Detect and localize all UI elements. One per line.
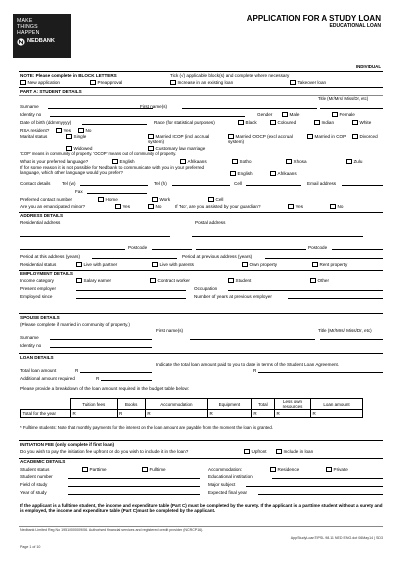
- status-label: Live with parents: [159, 262, 194, 267]
- customary-label: Customary law marriage: [155, 146, 206, 151]
- pref-work[interactable]: [152, 197, 170, 202]
- id-label: Identity no: [20, 112, 42, 117]
- yes-label: Yes: [295, 204, 303, 209]
- table-header: Tuition fees: [71, 399, 118, 410]
- postal-postcode-field[interactable]: [332, 249, 383, 250]
- budget-table: [20, 398, 363, 418]
- rsa-label: RSA resident?: [20, 128, 50, 133]
- surname-label: Surname: [20, 104, 39, 109]
- employed-since-label: Employed since: [20, 294, 53, 299]
- lang-label: Afrikaans: [187, 159, 207, 164]
- footer-ref: AppStudyLoanTIPSL 98.11 NED ENG.dot 06May14 | SD3: [290, 536, 383, 540]
- checkbox[interactable]: [180, 159, 186, 164]
- table-header: Less own resources: [275, 399, 311, 410]
- id-field[interactable]: [50, 116, 245, 117]
- lang-sotho[interactable]: [232, 159, 252, 164]
- checkbox[interactable]: [148, 204, 154, 209]
- checkbox[interactable]: [152, 197, 158, 202]
- loan-footnote: * Fulltime students: Note that monthly payments for the interest on the loan amount are payable from the moment the loan is granted.: [20, 425, 273, 430]
- rsa-no[interactable]: [78, 128, 91, 133]
- loan-amount-cell[interactable]: R: [311, 410, 363, 418]
- spouse-heading: SPOUSE DETAILS: [20, 315, 60, 320]
- cop-label: Married in COP: [314, 134, 347, 139]
- cell-field[interactable]: [246, 185, 301, 186]
- occupation-label: Occupation: [194, 286, 218, 291]
- student-number-label: Student number: [20, 474, 53, 479]
- postcode-label-2: Postcode: [308, 245, 328, 250]
- major-label: Major subject: [208, 482, 236, 487]
- oocp-label: Married OOCP (excl accrual system): [228, 134, 293, 145]
- row-label: Total for the year: [21, 410, 71, 418]
- total-cell[interactable]: R: [251, 410, 274, 418]
- include-label: Include in loan: [283, 449, 314, 454]
- marital-icop[interactable]: [148, 134, 218, 145]
- student-status-label: Student status: [20, 467, 50, 472]
- spouse-note: (Please complete if married in community of property.): [20, 322, 130, 327]
- lang-label: English: [119, 159, 135, 164]
- yes-label: Yes: [63, 128, 71, 133]
- residential-line-1[interactable]: [20, 236, 170, 237]
- checkbox[interactable]: [90, 80, 96, 85]
- lang-label: English: [237, 171, 253, 176]
- checkbox[interactable]: [56, 128, 62, 133]
- logo-line-2: THINGS: [17, 24, 38, 31]
- spouse-id-label: Identity no: [20, 343, 42, 348]
- postal-label: Postal address: [195, 220, 226, 225]
- guardian-label: If 'No', are you assisted by your guardian?: [175, 204, 261, 209]
- race-label: Black: [245, 120, 257, 125]
- cat-label: Contract worker: [157, 278, 190, 283]
- table-cell: [21, 399, 71, 410]
- marital-oocp[interactable]: [228, 134, 300, 145]
- accommodation-cell[interactable]: R: [145, 410, 207, 418]
- single-label: Single: [73, 134, 87, 139]
- form-subtitle: EDUCATIONAL LOAN: [329, 23, 381, 30]
- postcode-label: Postcode: [128, 245, 148, 250]
- work-label: Work: [159, 197, 171, 202]
- checkbox[interactable]: [244, 449, 250, 454]
- no-label: No: [337, 204, 344, 209]
- spouse-surname-field[interactable]: [50, 339, 152, 340]
- checkbox[interactable]: [230, 171, 236, 176]
- marital-cop[interactable]: [307, 134, 349, 139]
- logo-brand-text: NEDBANK: [27, 38, 55, 45]
- option-new[interactable]: [20, 80, 60, 85]
- currency-r: R: [96, 376, 100, 381]
- dob-field[interactable]: [82, 124, 147, 125]
- spouse-first-field[interactable]: [190, 339, 315, 340]
- checkbox[interactable]: [270, 171, 276, 176]
- checkbox[interactable]: [150, 278, 156, 283]
- race-black[interactable]: [238, 120, 257, 125]
- form-header: [247, 14, 381, 30]
- status-label: Own property: [249, 262, 278, 267]
- additional-field[interactable]: [101, 380, 152, 381]
- divider: [19, 440, 383, 441]
- no-label: No: [155, 204, 162, 209]
- acc-private[interactable]: [326, 467, 348, 472]
- first-names-label: First name(s): [140, 104, 168, 109]
- logo-line-3: HAPPEN: [17, 30, 40, 37]
- category-label: INDIVIDUAL: [355, 64, 381, 69]
- checkbox[interactable]: [170, 80, 176, 85]
- footer-page: Page 1 of 10: [20, 545, 41, 549]
- fee-include[interactable]: [276, 449, 313, 454]
- cat-label: Salary earner: [83, 278, 112, 283]
- res-postcode-field[interactable]: [152, 249, 192, 250]
- acc-residence[interactable]: [270, 467, 299, 472]
- divider: [19, 71, 383, 72]
- nedbank-mark-icon: [17, 38, 25, 46]
- checkbox[interactable]: [152, 262, 158, 267]
- status-parttime[interactable]: [82, 467, 107, 472]
- checkbox[interactable]: [288, 204, 294, 209]
- lang-label: Afrikaans: [277, 171, 297, 176]
- checkbox[interactable]: [346, 159, 352, 164]
- academic-heading: ACADEMIC DETAILS: [20, 459, 66, 464]
- pref-contact-label: Preferred contact number: [20, 197, 73, 202]
- period-prev-field[interactable]: [265, 258, 383, 259]
- emancipated-no[interactable]: [148, 204, 161, 209]
- period-prev-label: Period at previous address (years): [182, 254, 253, 259]
- status-label: Live with partner: [83, 262, 118, 267]
- table-header: Total: [251, 399, 274, 410]
- currency-r: R: [75, 368, 79, 373]
- cat-label: Other: [317, 278, 329, 283]
- checkbox[interactable]: [312, 262, 318, 267]
- race-label: White: [359, 120, 372, 125]
- residence-label: Residence: [277, 467, 300, 472]
- logo-line-1: MAKE: [17, 18, 33, 24]
- major-field[interactable]: [246, 486, 383, 487]
- tel-h-label: Tel (h): [154, 181, 167, 186]
- option-label: New application: [27, 80, 60, 85]
- total-loan-label: Total loan amount: [20, 368, 57, 373]
- lang-label: Zulu: [353, 159, 363, 164]
- fee-upfront[interactable]: [244, 449, 267, 454]
- divorced-label: Divorced: [359, 134, 378, 139]
- surname-field[interactable]: [48, 108, 153, 109]
- checkbox[interactable]: [78, 128, 84, 133]
- field-label: Field of study: [20, 482, 48, 487]
- icop-label: Married ICOP (incl accrual system): [148, 134, 210, 145]
- lang-english[interactable]: [112, 159, 135, 164]
- institution-field[interactable]: [272, 478, 383, 479]
- table-header-row: [21, 399, 363, 410]
- status-partner[interactable]: [76, 262, 117, 267]
- checkbox[interactable]: [310, 278, 316, 283]
- race-label: Coloured: [277, 120, 297, 125]
- form-title: APPLICATION FOR A STUDY LOAN: [246, 14, 381, 23]
- checkbox[interactable]: [276, 449, 282, 454]
- footer-legal: Nedbank Limited Reg No 1951/000009/06. Authorised financial services and registered credit provider (NCRCP16).: [20, 528, 204, 532]
- fee-question: Do you wish to pay the initiation fee upfront or do you wish to include it in the loan?: [20, 449, 189, 454]
- student-number-field[interactable]: [68, 478, 200, 479]
- private-label: Private: [333, 467, 348, 472]
- alt-english[interactable]: [230, 171, 253, 176]
- accommodation-label: Accommodation:: [208, 467, 243, 472]
- books-cell[interactable]: R: [117, 410, 145, 418]
- pref-home[interactable]: [98, 197, 118, 202]
- breakdown-label: Please provide a breakdown of the loan amount required in the budget table below:: [20, 386, 190, 391]
- table-row: [21, 410, 363, 418]
- status-rent[interactable]: [312, 262, 347, 267]
- upfront-label: Upfront: [251, 449, 267, 454]
- option-label: Increase in an existing loan: [177, 80, 234, 85]
- checkbox[interactable]: [282, 112, 288, 117]
- checkbox[interactable]: [208, 197, 214, 202]
- year-field[interactable]: [68, 494, 200, 495]
- parttime-label: Parttime: [89, 467, 107, 472]
- no-label: No: [85, 128, 92, 133]
- race-label: Race (for statistical purposes): [154, 120, 215, 125]
- cat-label: Student: [235, 278, 252, 283]
- option-takeover[interactable]: [290, 80, 326, 85]
- checkbox[interactable]: [242, 262, 248, 267]
- cat-contract[interactable]: [150, 278, 190, 283]
- lang-zulu[interactable]: [346, 159, 362, 164]
- status-parents[interactable]: [152, 262, 194, 267]
- present-employer-label: Present employer: [20, 286, 57, 291]
- race-coloured[interactable]: [270, 120, 296, 125]
- checkbox[interactable]: [76, 262, 82, 267]
- cell-label: Cell: [215, 197, 224, 202]
- postal-line-2[interactable]: [196, 249, 306, 250]
- currency-r: R: [253, 368, 257, 373]
- residential-line-2[interactable]: [20, 249, 125, 250]
- checkbox[interactable]: [238, 120, 244, 125]
- lang-note: If for some reason it is not possible for Nedbank to communicate with you in your preferred language, which other language would you prefer?: [20, 165, 205, 176]
- tuition-cell[interactable]: R: [71, 410, 118, 418]
- checkbox[interactable]: [232, 159, 238, 164]
- gender-male[interactable]: [282, 112, 299, 117]
- loan-indicate: Indicate the total loan amount paid to you to date in terms of the Student Loan Agreement.: [156, 362, 340, 367]
- status-fulltime[interactable]: [142, 467, 166, 472]
- fee-heading: INITIATION FEE (only complete if first loan): [20, 442, 115, 447]
- checkbox[interactable]: [290, 80, 296, 85]
- year-label: Year of study: [20, 490, 47, 495]
- cat-other[interactable]: [310, 278, 329, 283]
- fax-field[interactable]: [87, 193, 147, 194]
- spouse-surname-label: Surname: [20, 335, 39, 340]
- title-field[interactable]: [320, 108, 383, 109]
- years-prev-field[interactable]: [288, 298, 383, 299]
- gender-label: Gender: [257, 112, 273, 117]
- lang-afrikaans[interactable]: [180, 159, 207, 164]
- expected-label: Expected final year: [208, 490, 248, 495]
- logo-brand: [17, 38, 67, 46]
- table-header: Books: [117, 399, 145, 410]
- employment-heading: EMPLOYMENT DETAILS: [20, 271, 73, 276]
- period-field[interactable]: [92, 258, 177, 259]
- checkbox[interactable]: [66, 134, 72, 139]
- guardian-yes[interactable]: [288, 204, 303, 209]
- spouse-title-field[interactable]: [320, 339, 383, 340]
- note-tick: Tick (√) applicable block(s) and complete where necessary: [170, 73, 290, 78]
- checkbox[interactable]: [330, 204, 336, 209]
- marital-label: Marital status: [20, 134, 48, 139]
- gender-female[interactable]: [332, 112, 355, 117]
- table-header: Equipment: [208, 399, 252, 410]
- employed-since-field[interactable]: [76, 298, 186, 299]
- tel-w-label: Tel (w): [62, 181, 76, 186]
- checkbox[interactable]: [115, 204, 121, 209]
- note-label: NOTE: Please complete in BLOCK LETTERS: [20, 73, 117, 78]
- male-label: Male: [289, 112, 300, 117]
- option-label: Preapproval: [97, 80, 123, 85]
- cell-label: Cell: [234, 181, 242, 186]
- guardian-no[interactable]: [330, 204, 343, 209]
- pref-cell[interactable]: [208, 197, 223, 202]
- divider: [19, 526, 383, 527]
- res-status-label: Residential status: [20, 262, 57, 267]
- checkbox[interactable]: [332, 112, 338, 117]
- marital-divorced[interactable]: [352, 134, 378, 139]
- checkbox[interactable]: [82, 467, 88, 472]
- expected-field[interactable]: [258, 494, 383, 495]
- checkbox[interactable]: [20, 80, 26, 85]
- status-own[interactable]: [242, 262, 277, 267]
- checkbox[interactable]: [352, 120, 358, 125]
- tel-h-field[interactable]: [172, 185, 230, 186]
- marital-single[interactable]: [66, 134, 86, 139]
- address-heading: ADDRESS DETAILS: [20, 213, 64, 218]
- fulltime-label: Fulltime: [149, 467, 166, 472]
- first-names-field[interactable]: [182, 108, 317, 109]
- present-employer-field[interactable]: [76, 290, 186, 291]
- paid-to-date-field[interactable]: [258, 372, 383, 373]
- checkbox[interactable]: [270, 467, 276, 472]
- part-a-heading: PART A: STUDENT DETAILS: [20, 89, 82, 94]
- occupation-field[interactable]: [228, 290, 383, 291]
- email-field[interactable]: [342, 185, 383, 186]
- emancipated-label: Are you an emancipated minor?: [20, 204, 86, 209]
- widowed-label: Widowed: [73, 146, 93, 151]
- field-field[interactable]: [68, 486, 200, 487]
- lang-label: Sotho: [239, 159, 252, 164]
- contact-label: Contact details: [20, 181, 51, 186]
- female-label: Female: [339, 112, 355, 117]
- income-category-label: Income category: [20, 278, 54, 283]
- option-label: Takeover loan: [297, 80, 327, 85]
- checkbox[interactable]: [270, 120, 276, 125]
- language-label: What is your preferred language?: [20, 159, 89, 164]
- dob-label: Date of birth (ddmmyyyy): [20, 120, 72, 125]
- spouse-id-field[interactable]: [50, 347, 152, 348]
- spouse-first-label: First name(s): [156, 328, 184, 333]
- checkbox[interactable]: [76, 278, 82, 283]
- alt-afrikaans[interactable]: [270, 171, 297, 176]
- institution-label: Educational institution: [208, 474, 253, 479]
- years-prev-label: Number of years at previous employer: [194, 294, 272, 299]
- checkbox[interactable]: [112, 159, 118, 164]
- table-header: Loan amount: [311, 399, 363, 410]
- postal-line-1[interactable]: [192, 236, 363, 237]
- divider: [19, 353, 383, 354]
- total-loan-field[interactable]: [80, 372, 152, 373]
- checkbox[interactable]: [314, 120, 320, 125]
- cat-student[interactable]: [228, 278, 251, 283]
- race-white[interactable]: [352, 120, 371, 125]
- cop-note: 'COP' means in community of property. 'OCOP' means out of community of property.: [20, 151, 177, 156]
- checkbox[interactable]: [352, 134, 358, 139]
- equipment-cell[interactable]: R: [208, 410, 252, 418]
- email-label: Email address: [307, 181, 337, 186]
- period-label: Period at this address (years): [20, 254, 80, 259]
- race-label: Indian: [321, 120, 335, 125]
- divider: [19, 87, 383, 88]
- yes-label: Yes: [122, 204, 130, 209]
- tel-w-field[interactable]: [80, 185, 148, 186]
- title-field-label: Title (Mr/Mrs/ Miss/Dr, etc): [318, 96, 369, 101]
- race-indian[interactable]: [314, 120, 334, 125]
- checkbox[interactable]: [286, 159, 292, 164]
- divider: [19, 313, 383, 314]
- own-resources-cell[interactable]: R: [275, 410, 311, 418]
- lang-xhosa[interactable]: [286, 159, 307, 164]
- checkbox[interactable]: [307, 134, 313, 139]
- rsa-yes[interactable]: [56, 128, 71, 133]
- checkbox[interactable]: [142, 467, 148, 472]
- option-preapproval[interactable]: [90, 80, 122, 85]
- fax-label: Fax: [75, 189, 83, 194]
- option-increase[interactable]: [170, 80, 233, 85]
- additional-label: Additional amount required: [20, 376, 75, 381]
- residential-label: Residential address: [20, 220, 61, 225]
- table-header: Accommodation: [145, 399, 207, 410]
- lang-label: Xhosa: [293, 159, 307, 164]
- home-label: Home: [105, 197, 118, 202]
- loan-heading: LOAN DETAILS: [20, 355, 54, 360]
- academic-closing-note: If the applicant is a fulltime student, the income and expenditure table (Part C) must be completed by the surety. If the applicant is a parttime student without a surety and is employed, the income and expenditure table (Part C)must be completed by the applicant.: [20, 503, 383, 514]
- cat-salary[interactable]: [76, 278, 111, 283]
- spouse-title-label: Title (Mr/Mrs/ Miss/Dr, etc): [318, 328, 372, 333]
- emancipated-yes[interactable]: [115, 204, 130, 209]
- checkbox[interactable]: [228, 278, 234, 283]
- nedbank-logo: [13, 14, 71, 58]
- status-label: Rent property: [319, 262, 348, 267]
- checkbox[interactable]: [326, 467, 332, 472]
- checkbox[interactable]: [98, 197, 104, 202]
